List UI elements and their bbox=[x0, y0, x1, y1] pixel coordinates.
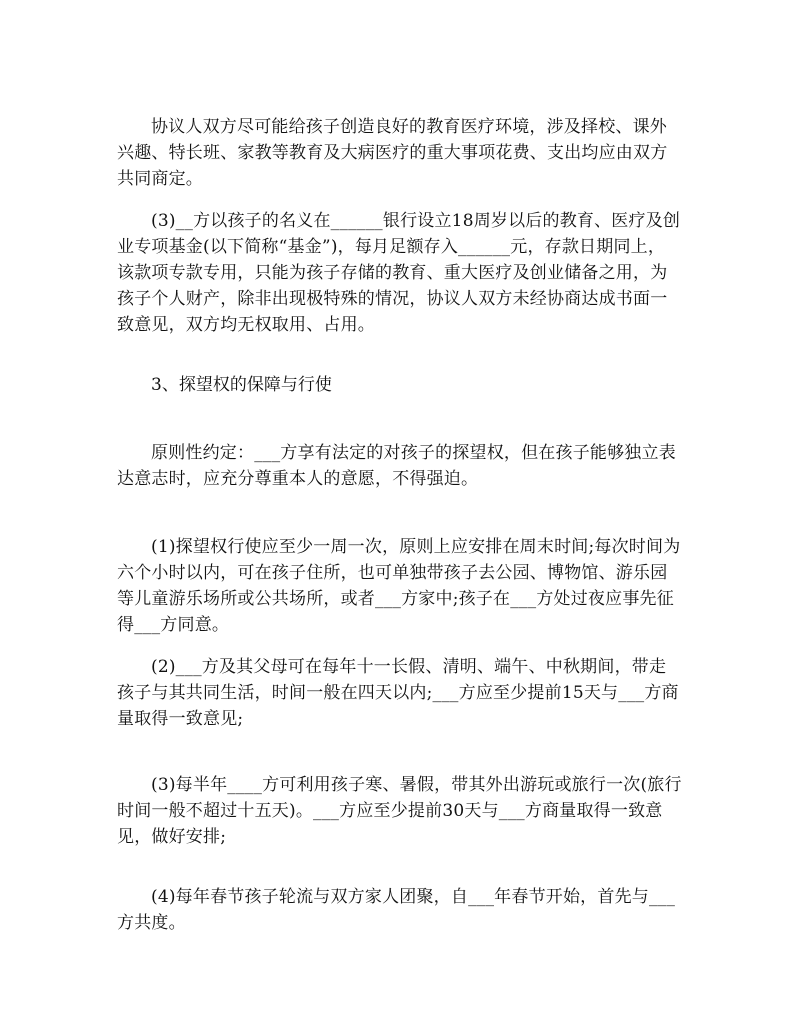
paragraph-visitation-vacation: (3)每半年____方可利用孩子寒、暑假，带其外出游玩或旅行一次(旅行时间一般不超过十五天)。___方应至少提前30天与___方商量取得一致意见，做好安排; bbox=[117, 775, 682, 847]
paragraph-education-medical: 协议人双方尽可能给孩子创造良好的教育医疗环境，涉及择校、课外兴趣、特长班、家教等教育及大病医疗的重大事项花费、支出均应由双方共同商定。 bbox=[117, 117, 668, 189]
paragraph-spring-festival: (4)每年春节孩子轮流与双方家人团聚，自___年春节开始，首先与___方共度。 bbox=[117, 887, 676, 933]
paragraph-visitation-holidays: (2)___方及其父母可在每年十一长假、清明、端午、中秋期间，带走孩子与其共同生活，时间一般在四天以内;___方应至少提前15天与___方商量取得一致意见; bbox=[117, 657, 679, 729]
paragraph-education-fund: (3)__方以孩子的名义在______银行设立18周岁以后的教育、医疗及创业专项基金(以下简称“基金”)，每月足额存入______元，存款日期同上，该款项专款专用，只能为孩子存储的教育、重大医疗及创业储备之用，为孩子个人财产，除非出现极特殊的情况，协议人双方未经协商达成书面一致意见，双方均无权取用、占用。 bbox=[117, 211, 681, 335]
paragraph-visitation-weekly: (1)探望权行使应至少一周一次，原则上应安排在周末时间;每次时间为六个小时以内，可在孩子住所，也可单独带孩子去公园、博物馆、游乐园等儿童游乐场所或公共场所，或者___方家中;孩子在___方处过夜应事先征得___方同意。 bbox=[117, 537, 681, 635]
section-heading-visitation: 3、探望权的保障与行使 bbox=[151, 375, 332, 395]
paragraph-visitation-principle: 原则性约定：___方享有法定的对孩子的探望权，但在孩子能够独立表达意志时，应充分尊重本人的意愿，不得强迫。 bbox=[117, 443, 676, 489]
